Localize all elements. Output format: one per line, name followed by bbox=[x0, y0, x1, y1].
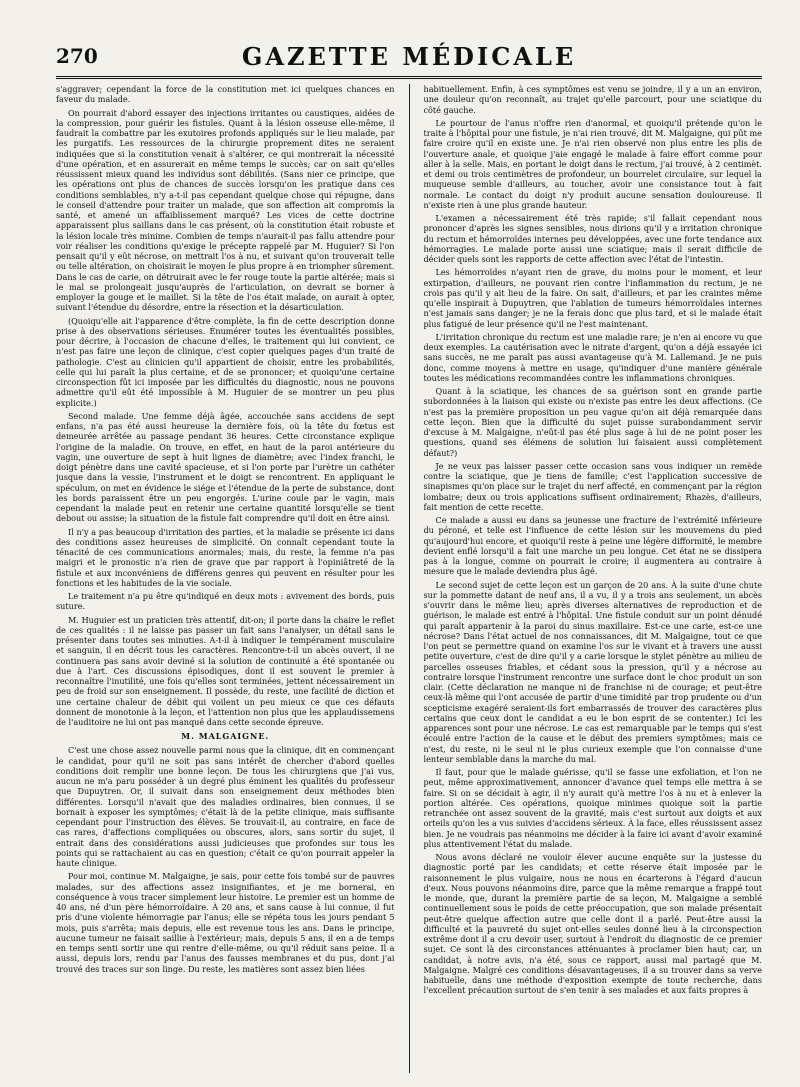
paragraph: Quant à la sciatique, les chances de sa guérison sont en grande partie subordonnées à la liaison qui existe ou n'existe pas entre les deux affections. (Ce n'est pas la première proposition un peu vague qu'on ait déjà remarquée dans cette leçon. Bien que la difficulté du sujet puisse surabondamment servir d'excuse à M. Malgaigne, n'eût-il pas été plus sage à lui de ne point poser les questions, quand ses élémens de solution lui faisaient aussi complètement défaut?) bbox=[423, 386, 762, 458]
paragraph: Pour moi, continue M. Malgaigne, je sais, pour cette fois tombé sur de pauvres malades, sur des affections assez insignifiantes, et je me bornerai, en conséquence à vous tracer simplement leur histoire. Le premier est un homme de 40 ans, né d'un père hémorroïdaire. À 20 ans, et sans cause à lui connue, il fut pris d'une violente hémorragie par l'anus; elle se répéta tous les jours pendant 5 mois, puis s'arrêta; mais depuis, elle est revenue tous les ans. Dans le principe, aucune tumeur ne faisait saillie à l'extérieur; mais, depuis 5 ans, il en a de temps en temps senti sortir une qui rentre d'elle-même, ou qu'il réduit sans peine. Il a aussi, depuis lors, rendu par l'anus des fausses membranes et du pus, dont j'ai trouvé des traces sur son linge. Du reste, les matières sont assez bien liées bbox=[56, 871, 395, 974]
page-number: 270 bbox=[56, 44, 98, 68]
paragraph: Il faut, pour que le malade guérisse, qu'il se fasse une exfoliation, et l'on ne peut, même approximativement, annoncer d'avance quel temps elle mettra à se faire. Si on se décidait à agir, il n'y aurait qu'à mettre l'os à nu et à enlever la portion altérée. Ces opérations, quoique minimes quoique soit la partie retranchée ont assez souvent de la gravité, mais c'est surtout aux doigts et aux orteils qu'on les a vus suivies d'accidens sérieux. À la face, elles réussissent assez bien. Je ne voudrais pas néanmoins me décider à la faire ici avant d'avoir examiné plus attentivement l'état du malade. bbox=[423, 767, 762, 849]
paragraph: Le second sujet de cette leçon est un garçon de 20 ans. À la suite d'une chute sur la pommette datant de neuf ans, il a vu, il y a trois ans seulement, un abcès s'ouvrir dans le même lieu; après diverses alternatives de reproduction et de guérison, le malade est entré à l'hôpital. Une fistule conduit sur un point dénudé qui paraît appartenir à la paroi du sinus maxillaire. Est-ce une carie, est-ce une nécrose? Dans l'état actuel de nos connaissances, dit M. Malgaigne, tout ce que l'on peut se permettre quand on examine l'os sur le vivant et à travers une aussi petite ouverture, c'est de dire qu'il y a carie lorsque le stylet pénètre au milieu de parcelles osseuses friables, et cédant sous la pression, qu'il y a nécrose au contraire lorsque l'instrument rencontre une surface dont le choc produit un son clair. (Cette déclaration ne manque ni de franchise ni de courage; et peut-être ceux-là même qui l'ont accusée de partir d'une timidité par trop prudente ou d'un scepticisme exagéré seraient-ils fort embarrassés de trouver des caractères plus certains que ceux dont le candidat a eu le bon esprit de se contenter.) Ici les apparences sont pour une nécrose. Le cas est remarquable par le temps qui s'est écoulé entre l'action de la cause et le début des premiers symptômes; mais ce n'est, du reste, ni le seul ni le plus curieux exemple que l'on connaisse d'une lenteur semblable dans la marche du mal. bbox=[423, 579, 762, 764]
paragraph: On pourrait d'abord essayer des injections irritantes ou caustiques, aidées de la compression, pour guérir les fistules. Quant à la lésion osseuse elle-même, il faudrait la combattre par les exutoires profonds appliqués sur le lieu malade, par les purgatifs. Les ressources de la chirurgie proprement dites ne seraient indiquées que si la constitution venait à s'altérer, ce qui montrerait la nécessité d'une opération, et en assurerait en même temps le succès; car on sait qu'elles réussissent mieux quand les individus sont débilités. (Sans nier ce principe, que les opérations ont plus de chances de succès lorsqu'on les pratique dans ces conditions semblables, n'y a-t-il pas cependant quelque chose qui répugne, dans le conseil d'attendre pour traiter un malade, que son affection ait compromis la santé, et amené un affaiblissement marqué? Les vices de cette doctrine apparaissent plus saillans dans le cas présent, où la constitution était robuste et la lésion locale très minime. Combien de temps n'aurait-il pas fallu attendre pour voir réaliser les conditions qu'exige le précepte rappelé par M. Huguier? Si l'on pensait qu'il y eût nécrose, on mettrait l'os à nu, et suivant qu'on trouverait telle ou telle altération, on choisirait le moyen le plus propre à en triompher sûrement. Dans le cas de carie, on détruirait avec le fer rouge toute la partie altérée; mais si le mal se prolongeait jusqu'auprès de l'articulation, on devrait se borner à employer la gouge et le maillet. Si la tête de l'os était malade, on aurait à opter, suivant l'étendue du désordre, entre la résection et la désarticulation. bbox=[56, 107, 395, 313]
right-column bbox=[424, 84, 763, 1073]
paragraph: Ce malade a aussi eu dans sa jeunesse une fracture de l'extrémité inférieure du péroné, et telle est l'influence de cette lésion sur les mouvemens du pied qu'aujourd'hui encore, et quoiqu'il reste à peine une légère difformité, le membre devient enflé lorsqu'il a fait une marche un peu longue. Cet état ne se dissipera pas à la longue, comme on pourrait le croire; il augmentera au contraire à mesure que le malade deviendra plus âgé. bbox=[423, 515, 762, 577]
paragraph: C'est une chose assez nouvelle parmi nous que la clinique, dit en commençant le candidat, pour qu'il ne soit pas sans intérêt de chercher d'abord quelles conditions doit remplir une bonne leçon. De tous les chirurgiens que j'ai vus, aucun ne m'a paru posséder à un degré plus éminent les qualités du professeur que Dupuytren. Or, il suivait dans son enseignement deux méthodes bien différentes. Lorsqu'il n'avait que des maladies ordinaires, bien connues, il se bornait à exposer les symptômes; c'était là de la petite clinique, mais suffisante cependant pour l'instruction des élèves. Se trouvait-il, au contraire, en face de cas rares, d'affections compliquées ou obscures, alors, sans sortir du sujet, il entrait dans des considérations aussi judicieuses que profondes sur tous les points qui se rattachaient au cas en question; c'était ce qu'on pourrait appeler la haute clinique. bbox=[56, 745, 395, 868]
paragraph: habituellement. Enfin, à ces symptômes est venu se joindre, il y a un an environ, une douleur qu'on reconnaît, au trajet qu'elle parcourt, pour une sciatique du côté gauche. bbox=[423, 84, 762, 115]
paragraph: L'irritation chronique du rectum est une maladie rare; je n'en ai encore vu que deux exemples. La cautérisation avec le nitrate d'argent, qu'on a déjà essayée ici sans succès, ne me paraît pas aussi avantageuse qu'à M. Lallemand. Je ne puis donc, comme moyens à mettre en usage, qu'indiquer d'une manière générale toutes les médications recommandées contre les inflammations chroniques. bbox=[423, 331, 762, 383]
paragraph: Le traitement n'a pu être qu'indiqué en deux mots : avivement des bords, puis suture. bbox=[56, 591, 395, 612]
journal-title: GAZETTE MÉDICALE bbox=[241, 42, 577, 71]
paragraph: Le pourtour de l'anus n'offre rien d'anormal, et quoiqu'il prétende qu'on le traite à l'hôpital pour une fistule, je n'ai rien trouvé, dit M. Malgaigne, qui pût me faire croire qu'il en existe une. Je n'ai rien observé non plus entre les plis de l'ouverture anale, et quoique j'aie engagé le malade à faire effort comme pour aller à la selle. Mais, en portant le doigt dans le rectum, j'ai trouvé, à 2 centimèt. et demi ou trois centimètres de profondeur, un bourrelet circulaire, sur lequel la muqueuse semble d'ailleurs, au toucher, avoir une consistance tout à fait normale. Le contact du doigt n'y produit aucune sensation douloureuse. Il n'existe rien à une plus grande hauteur. bbox=[423, 117, 762, 210]
section-heading: M. MALGAIGNE. bbox=[181, 731, 270, 742]
column-divider bbox=[409, 84, 410, 1073]
paragraph: Les hémorroïdes n'ayant rien de grave, du moins pour le moment, et leur extirpation, d'ailleurs, ne pouvant rien contre l'inflammation du rectum, je ne crois pas qu'il y ait lieu de la faire. On sait, d'ailleurs, et par les craintes même qu'elle inspirait à Dupuytren, que l'ablation de tumeurs hémorroïdales internes n'est jamais sans danger; je ne la ferais donc que plus tard, et si le malade était plus fatigué de leur présence qu'il ne l'est maintenant. bbox=[423, 267, 762, 329]
text-columns bbox=[56, 84, 762, 1073]
paragraph: Nous avons déclaré ne vouloir élever aucune enquête sur la justesse du diagnostic porté par les candidats; et cette réserve était imposée par le raisonnement le plus vulgaire, nous ne nous en écarterons à l'égard d'aucun d'eux. Nous pouvons néanmoins dire, parce que la même remarque a frappé tout le monde, que, durant la première partie de sa leçon, M. Malgaigne a semblé continuellement sous le poids de cette préoccupation, que son malade présentait peut-être quelque affection autre que celle dont il a parlé. Peut-être aussi la difficulté et la pauvreté du sujet ont-elles seules donné lieu à la circonspection extrême dont il a cru devoir user, surtout à l'endroit du diagnostic de ce premier sujet. Ce sont là des circonstances atténuantes à proclamer bien haut; car, un candidat, à notre avis, n'a été, sous ce rapport, aussi mal partagé que M. Malgaigne. Malgré ces conditions désavantageuses, il a su trouver dans sa verve habituelle, dans une méthode d'exposition exempte de toute recherche, dans l'excellent précaution surtout de s'en tenir à ses malades et aux faits propres à bbox=[423, 852, 762, 996]
paragraph: Second malade. Une femme déjà âgée, accouchée sans accidens de sept enfans, n'a pas été aussi heureuse la dernière fois, où la tête du fœtus est demeurée arrêtée au passage pendant 36 heures. Cette circonstance explique l'origine de la maladie. On trouve, en effet, en haut de la paroi antérieure du vagin, une ouverture de sept à huit lignes de diamètre; avec l'index franchi, le doigt pénètre dans une cavité spacieuse, et si l'on porte par l'urètre un cathéter jusque dans la vessie, l'instrument et le doigt se rencontrent. En appliquant le spéculum, on met en évidence le siége et l'étendue de la perte de substance, dont les bords paraissent être un peu engorgés. L'urine coule par le vagin, mais cependant la malade peut en retenir une certaine quantité lorsqu'elle se tient debout ou assise; la situation de la fistule fait comprendre qu'il doit en être ainsi. bbox=[56, 410, 395, 524]
paragraph: (Quoiqu'elle ait l'apparence d'être complète, la fin de cette description donne prise à des observations sérieuses. Énumérer toutes les éventualités possibles, pour décrire, à l'occasion de chacune d'elles, le traitement qui lui convient, ce n'est pas faire une leçon de clinique, c'est copier quelques pages d'un traité de pathologie. C'est au clinicien qu'il appartient de choisir, entre les probabilités, celle qui lui paraît la plus certaine, et de se prononcer; et quoiqu'une certaine circonspection fût ici imposée par les difficultés du diagnostic, nous ne pouvons admettre qu'il eût été impossible à M. Huguier de se montrer un peu plus explicite.) bbox=[56, 315, 395, 408]
paragraph: s'aggraver; cependant la force de la constitution met ici quelques chances en faveur du malade. bbox=[56, 84, 395, 105]
paragraph: M. Huguier est un praticien très attentif, dit-on; il porte dans la chaire le reflet de ces qualités : il ne laisse pas passer un fait sans l'analyser, un détail sans le présenter dans toutes ses minuties. A-t-il à indiquer le tempérament musculaire et sanguin, il en décrit tous les caractères. Rencontre-t-il un abcès ouvert, il ne continuera pas sans avoir deviné si la solution de continuité a été spontanée ou due à l'art. Ces discussions épisodiques, dont il est souvent le premier à reconnaître l'inutilité, une fois qu'elles sont terminées, jettent nécessairement un peu de froid sur son enseignement. Il possède, du reste, une facilité de diction et une certaine chaleur de débit qui voilent un peu mieux ce que ces défauts donnent de monotonie à la leçon, et l'attention non plus que les applaudissemens de l'auditoire ne lui ont pas manqué dans cette seconde épreuve. bbox=[56, 614, 395, 727]
paragraph: L'examen a nécessairement été très rapide; s'il fallait cependant nous prononcer d'après les signes sensibles, nous dirions qu'il y a irritation chronique du rectum et hémorroïdes internes peu développées, avec une forte tendance aux hémorragies. Le malade porte aussi une sciatique; mais il serait difficile de décider quels sont les rapports de cette affection avec l'état de l'intestin. bbox=[423, 213, 762, 264]
left-column bbox=[56, 84, 395, 1073]
paragraph: Je ne veux pas laisser passer cette occasion sans vous indiquer un remède contre la sciatique, que je tiens de famille; c'est l'application successive de sinapismes qu'on place sur le trajet du nerf affecté, en commençant par la région lombaire; deux ou trois applications suffisent ordinairement; Rhazès, d'ailleurs, fait mention de cette recette. bbox=[423, 460, 762, 512]
paragraph: Il n'y a pas beaucoup d'irritation des parties, et la maladie se présente ici dans des conditions assez heureuses de simplicité. On connaît cependant toute la ténacité de ces communications anormales; mais, du reste, la femme n'a pas maigri et le pronostic n'a rien de grave que par rapport à l'opiniâtreté de la fistule et aux inconvéniens de différens genres qui peuvent en résulter pour les fonctions et les habitudes de la vie sociale. bbox=[56, 526, 395, 588]
page-header bbox=[56, 40, 762, 79]
